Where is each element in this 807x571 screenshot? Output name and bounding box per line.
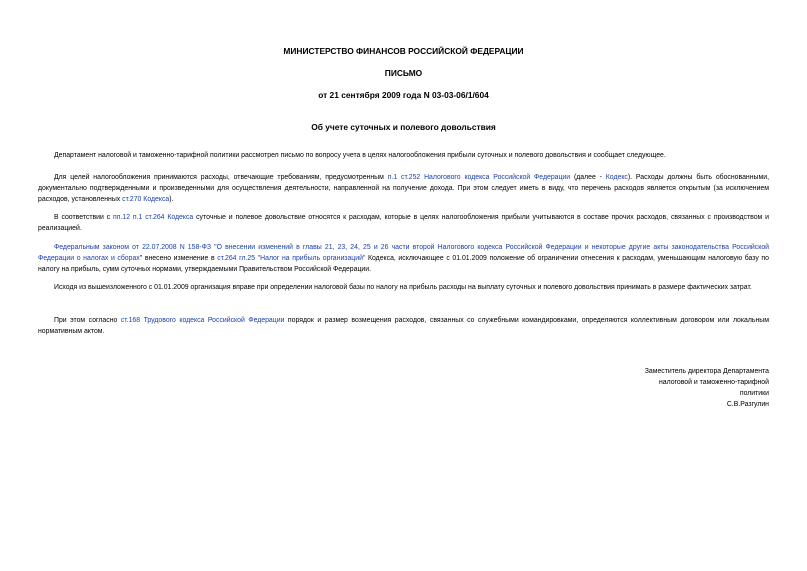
link-art270[interactable]: ст.270 Кодекса bbox=[122, 196, 170, 203]
paragraph-labor-code bbox=[38, 315, 769, 337]
document-date-number: от 21 сентября 2009 года N 03-03-06/1/604 bbox=[318, 90, 489, 100]
paragraph-text: ). bbox=[169, 196, 174, 203]
link-art264-ch25[interactable]: ст.264 гл.25 "Налог на прибыль организаций" bbox=[217, 255, 366, 262]
paragraph-text: Исходя из вышеизложенного с 01.01.2009 организация вправе при определении налоговой базы по налогу на прибыль расходы на выплату суточных и полевого довольствия принимать в размере фактических затрат. bbox=[54, 284, 752, 291]
paragraph-text: ). Расходы должны быть обоснованными, документально подтвержденными и произведенными для осуществления деятельности, направленной на получение дохода. При этом следует иметь в виду, что перечень расходов является открытым (за исключением расходов, установленных bbox=[38, 174, 769, 203]
signature-department-cont: политики bbox=[739, 390, 769, 397]
link-federal-law-158fz[interactable]: Федеральным законом от 22.07.2008 N 158-ФЗ "О внесении изменений в главы 21, 23, 24, 25 и 26 части второй Налогового кодекса Российской Федерации и некоторые другие акты законодательства Российской Федерации о налогах и сборах bbox=[38, 244, 769, 262]
paragraph-text: суточные и полевое довольствие относятся к расходам, которые в целях налогообложения прибыли учитываются в составе прочих расходов, связанных с производством и реализацией. bbox=[38, 214, 769, 232]
ministry-title: МИНИСТЕРСТВО ФИНАНСОВ РОССИЙСКОЙ ФЕДЕРАЦИИ bbox=[283, 46, 524, 56]
paragraph-text: Кодекса, исключающее с 01.01.2009 положение об ограничении отнесения к расходам, уменьшающим налоговую базу по налогу на прибыль, сумм суточных нормами, утверждаемыми Правительством Российской Федерации. bbox=[38, 255, 769, 273]
document-type: ПИСЬМО bbox=[384, 68, 423, 78]
signature-position: Заместитель директора Департамента bbox=[644, 368, 769, 375]
paragraph-text: " внесено изменение в bbox=[139, 255, 218, 262]
paragraph-text: Для целей налогообложения принимаются расходы, отвечающие требованиям, предусмотренным bbox=[54, 174, 388, 181]
paragraph-text: Департамент налоговой и таможенно-тарифной политики рассмотрел письмо по вопросу учета в целях налогообложения прибыли суточных и полевого довольствия и сообщает следующее. bbox=[54, 152, 666, 159]
paragraph-text: В соответствии с bbox=[54, 214, 114, 221]
paragraph-text: При этом согласно bbox=[54, 317, 121, 324]
link-code[interactable]: Кодекс bbox=[605, 174, 628, 181]
link-tax-code-art252[interactable]: п.1 ст.252 Налогового кодекса Российской Федерации bbox=[387, 174, 571, 181]
paragraph-intro bbox=[38, 150, 769, 161]
signature-name: С.В.Разгулин bbox=[726, 401, 769, 408]
paragraph-text: порядок и размер возмещения расходов, связанных со служебными командировками, определяются коллективным договором или локальным нормативным актом. bbox=[38, 317, 769, 335]
document-subject: Об учете суточных и полевого довольствия bbox=[311, 122, 496, 132]
link-labor-code-art168[interactable]: ст.168 Трудового кодекса Российской Федерации bbox=[120, 317, 285, 324]
paragraph-text: (далее - bbox=[570, 174, 606, 181]
paragraph-conclusion bbox=[38, 282, 769, 293]
signature-department: налоговой и таможенно-тарифной bbox=[658, 379, 769, 386]
paragraph-per-diem bbox=[38, 212, 769, 234]
link-art264-p12[interactable]: пп.12 п.1 ст.264 Кодекса bbox=[113, 214, 194, 221]
paragraph-federal-law bbox=[38, 242, 769, 275]
signature-block bbox=[469, 366, 769, 410]
paragraph-expenses bbox=[38, 172, 769, 205]
